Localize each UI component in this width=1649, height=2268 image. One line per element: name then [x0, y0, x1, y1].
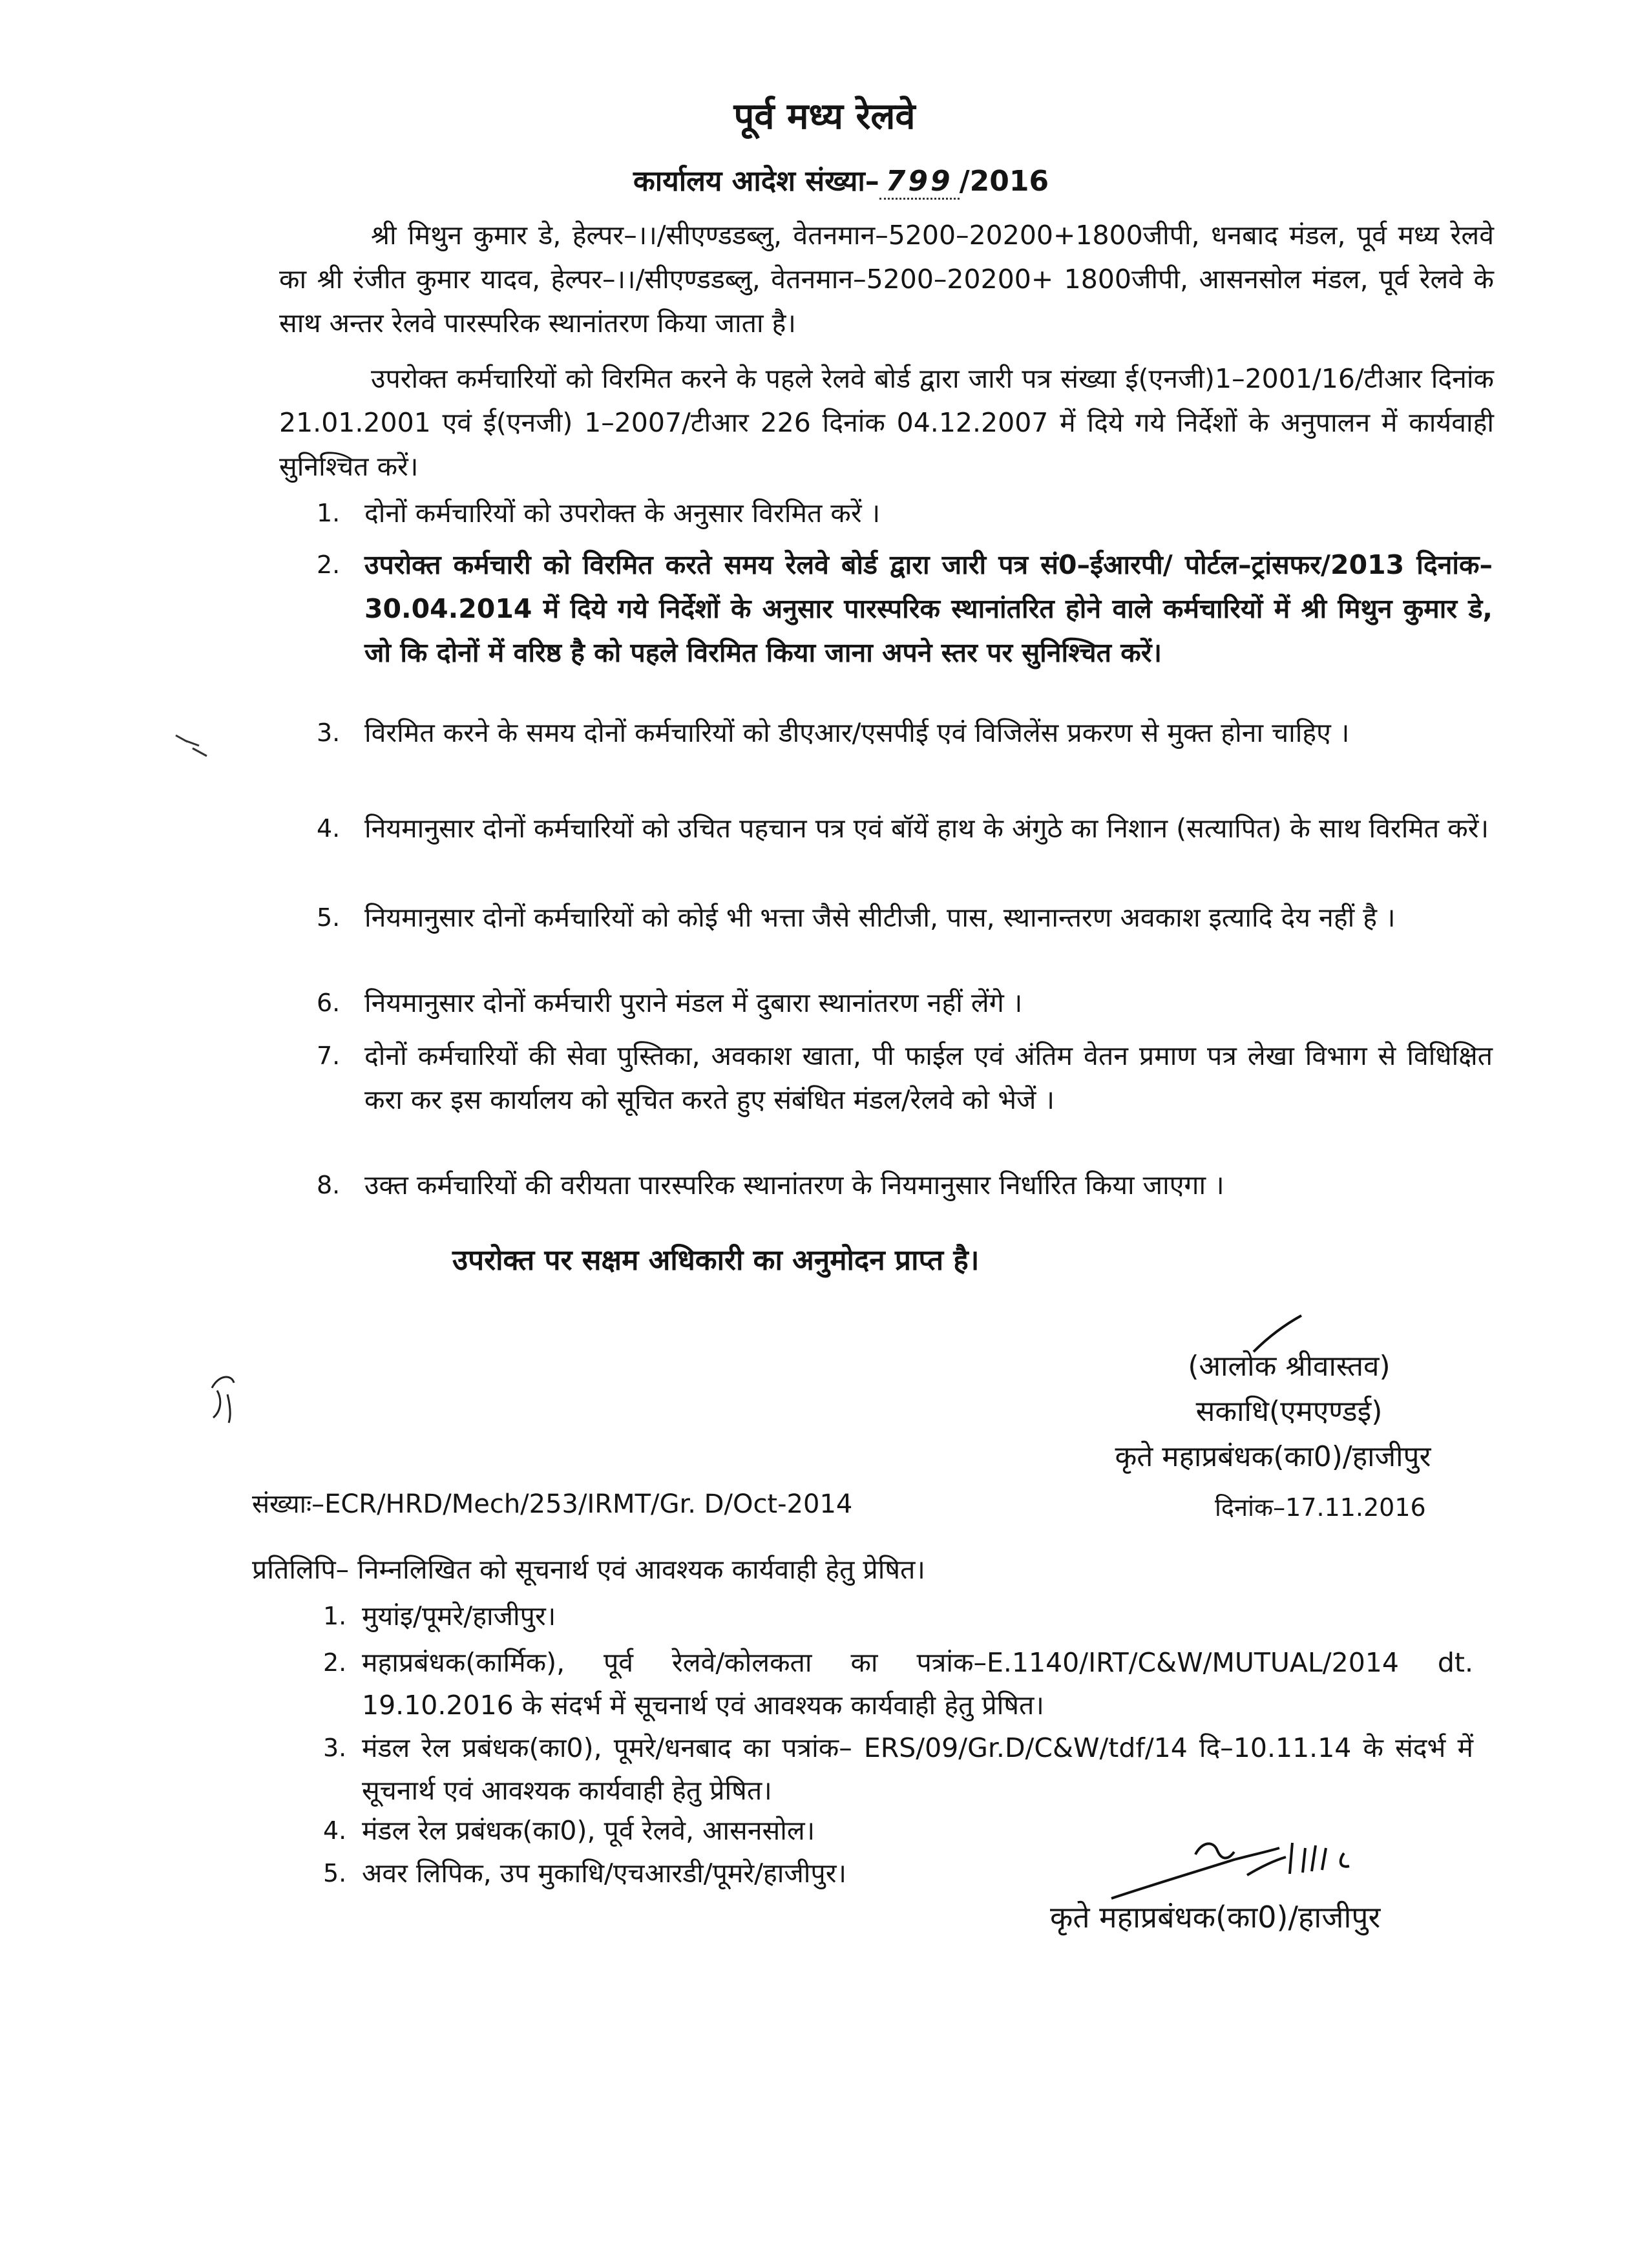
copy-number: 2.	[323, 1648, 347, 1677]
item-number: 1.	[317, 499, 341, 527]
copy-to-heading: प्रतिलिपि– निम्नलिखित को सूचनार्थ एवं आवश्यक कार्यवाही हेतु प्रेषित।	[252, 1554, 925, 1585]
order-number: 799	[879, 165, 960, 200]
handwritten-signature	[1098, 1829, 1396, 1906]
item-text: विरमित करने के समय दोनों कर्मचारियों को डीएआर/एसपीई एवं विजिलेंस प्रकरण से मुक्त होना चाहिए ।	[364, 717, 1350, 748]
item-number: 5.	[317, 903, 341, 932]
item-text: नियमानुसार दोनों कर्मचारी पुराने मंडल में दुबारा स्थानांतरण नहीं लेंगे ।	[364, 987, 1023, 1018]
signatory-name: (आलोक श्रीवास्तव)	[1188, 1350, 1391, 1383]
order-number-line	[633, 160, 1049, 199]
copy-number: 3.	[323, 1734, 347, 1762]
copy-number: 4.	[323, 1816, 347, 1845]
approval-note: उपरोक्त पर सक्षम अधिकारी का अनुमोदन प्राप्त है।	[452, 1244, 980, 1277]
signatory-for: कृते महाप्रबंधक(का0)/हाजीपुर	[1115, 1440, 1431, 1473]
item-text: नियमानुसार दोनों कर्मचारियों को कोई भी भत्ता जैसे सीटीजी, पास, स्थानान्तरण अवकाश इत्यादि देय नहीं है ।	[364, 902, 1396, 933]
copy-text: महाप्रबंधक(कार्मिक), पूर्व रेलवे/कोलकता का पत्रांक–E.1140/IRT/C&W/MUTUAL/2014 dt. 19.10.2016 के संदर्भ में सूचनार्थ एवं आवश्यक कार्यवाही हेतु प्रेषित।	[362, 1647, 1473, 1721]
body-paragraph-1: श्री मिथुन कुमार डे, हेल्पर–।।/सीएण्डडब्लु, वेतनमान–5200–20200+1800जीपी, धनबाद मंडल, पूर्व मध्य रेलवे का श्री रंजीत कुमार यादव, हेल्पर–।।/सीएण्डडब्लु, वेतनमान–5200–20200+ 1800जीपी, आसनसोल मंडल, पूर्व रेलवे के साथ अन्तर रेलवे पारस्परिक स्थानांतरण किया जाता है।	[279, 220, 1494, 339]
item-number: 2.	[317, 551, 341, 579]
copy-text: मंडल रेल प्रबंधक(का0), पूमरे/धनबाद का पत्रांक– ERS/09/Gr.D/C&W/tdf/14 दि–10.11.14 के संदर्भ में सूचनार्थ एवं आवश्यक कार्यवाही हेतु प्रेषित।	[362, 1732, 1473, 1806]
item-text: दोनों कर्मचारियों को उपरोक्त के अनुसार विरमित करें ।	[364, 498, 881, 529]
item-number: 4.	[317, 814, 341, 843]
copy-text: मुयांइ/पूमरे/हाजीपुर।	[362, 1601, 556, 1632]
reference-number: संख्याः–ECR/HRD/Mech/253/IRMT/Gr. D/Oct-2014	[252, 1489, 853, 1519]
margin-mark-icon	[173, 729, 212, 761]
item-number: 6.	[317, 989, 341, 1017]
copy-text: अवर लिपिक, उप मुकाधि/एचआरडी/पूमरे/हाजीपुर।	[362, 1858, 847, 1889]
copy-number: 1.	[323, 1602, 347, 1630]
item-text: उक्त कर्मचारियों की वरीयता पारस्परिक स्थानांतरण के नियमानुसार निर्धारित किया जाएगा ।	[364, 1170, 1224, 1201]
order-suffix: /2016	[959, 165, 1049, 198]
item-number: 7.	[317, 1042, 341, 1070]
copy-text: मंडल रेल प्रबंधक(का0), पूर्व रेलवे, आसनसोल।	[362, 1815, 815, 1846]
item-number: 8.	[317, 1171, 341, 1199]
copy-number: 5.	[323, 1859, 347, 1887]
item-number: 3.	[317, 719, 341, 747]
initial-mark-icon	[205, 1369, 244, 1427]
item-text: नियमानुसार दोनों कर्मचारियों को उचित पहचान पत्र एवं बॉयें हाथ के अंगुठे का निशान (सत्यापित) के साथ विरमित करें।	[364, 813, 1489, 844]
item-text: उपरोक्त कर्मचारी को विरमित करते समय रेलवे बोर्ड द्वारा जारी पत्र सं0–ईआरपी/ पोर्टल–ट्रांसफर/2013 दिनांक–30.04.2014 में दिये गये निर्देशों के अनुसार पारस्परिक स्थानांतरित होने वाले कर्मचारियों में श्री मिथुन कुमार डे, जो कि दोनों में वरिष्ठ है को पहले विरमित किया जाना अपने स्तर पर सुनिश्चित करें।	[364, 549, 1493, 668]
body-paragraph-2: उपरोक्त कर्मचारियों को विरमित करने के पहले रेलवे बोर्ड द्वारा जारी पत्र संख्या ई(एनजी)1–2001/16/टीआर दिनांक 21.01.2001 एवं ई(एनजी) 1–2007/टीआर 226 दिनांक 04.12.2007 में दिये गये निर्देशों के अनुपालन में कार्यवाही सुनिश्चित करें।	[279, 363, 1494, 482]
final-signatory-for: कृते महाप्रबंधक(का0)/हाजीपुर	[1050, 1900, 1381, 1935]
item-text: दोनों कर्मचारियों की सेवा पुस्तिका, अवकाश खाता, पी फाईल एवं अंतिम वेतन प्रमाण पत्र लेखा विभाग से विधिक्षित करा कर इस कार्यालय को सूचित करते हुए संबंधित मंडल/रेलवे को भेजें ।	[364, 1040, 1493, 1115]
signatory-designation: सकाधि(एमएण्डई)	[1195, 1395, 1383, 1428]
reference-date: दिनांक–17.11.2016	[1215, 1493, 1426, 1522]
order-prefix: कार्यालय आदेश संख्या–	[633, 165, 879, 198]
page-title: पूर्व मध्य रेलवे	[733, 96, 916, 138]
